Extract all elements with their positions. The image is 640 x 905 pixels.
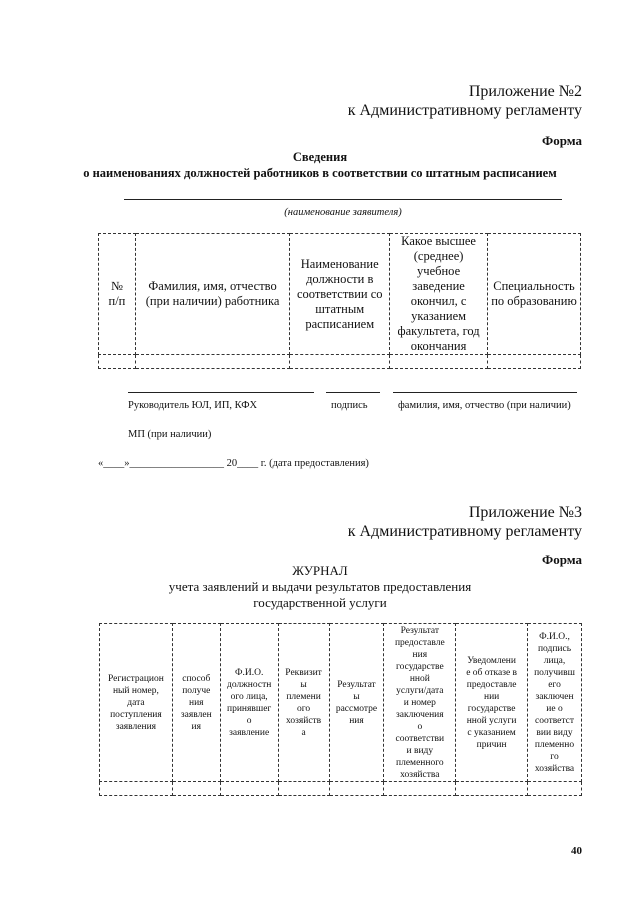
table-cell <box>99 355 136 369</box>
journal-col-registration-text: Регистрацион ный номер, дата поступления заявления <box>108 673 164 732</box>
journal-col-refusal-text: Уведомлени е об отказе в предоставле нии государстве нной услуги с указанием причин <box>466 655 518 750</box>
journal-col-registration <box>100 624 173 782</box>
staff-col-fullname-text: Фамилия, имя, отчество (при наличии) работника <box>145 279 280 308</box>
staff-table-header-row <box>99 234 581 355</box>
sign-line <box>326 392 380 393</box>
staff-col-position <box>290 234 390 355</box>
journal-col-results-text: Результат ы рассмотре ния <box>335 679 378 726</box>
sign-label: подпись <box>331 400 368 411</box>
fullname-label: фамилия, имя, отчество (при наличии) <box>398 400 571 411</box>
journal-col-refusal <box>456 624 528 782</box>
annex-2-subtitle: к Административному регламенту <box>347 102 582 119</box>
form-2-title-line1: ЖУРНАЛ <box>292 563 348 578</box>
table-cell <box>220 782 278 796</box>
journal-table <box>99 623 582 796</box>
table-cell <box>528 782 582 796</box>
journal-table-header-row <box>100 624 582 782</box>
table-cell <box>390 355 488 369</box>
staff-col-fullname <box>135 234 289 355</box>
journal-col-details-text: Реквизит ы племени ого хозяйств а <box>285 667 322 738</box>
journal-col-recipient-text: Ф.И.О., подпись лица, получивш его заключен ие о соответст вии виду племенно го хозяйства <box>534 631 575 774</box>
applicant-name-line <box>124 199 562 200</box>
staff-col-position-text: Наименование должности в соответствии со штатным расписанием <box>296 256 383 331</box>
journal-col-recipient <box>528 624 582 782</box>
applicant-name-note: (наименование заявителя) <box>284 207 402 218</box>
form-2-title <box>0 563 640 611</box>
fullname-line <box>393 392 577 393</box>
form-2-title-line3: государственной услуги <box>253 595 387 610</box>
staff-col-specialty <box>487 234 580 355</box>
journal-col-service-result <box>384 624 456 782</box>
table-cell <box>290 355 390 369</box>
staff-col-education-text: Какое высшее (среднее) учебное заведение окончил, с указанием факультета, год окончания <box>397 234 480 353</box>
staff-col-education <box>390 234 488 355</box>
page-number: 40 <box>571 845 582 857</box>
head-label: Руководитель ЮЛ, ИП, КФХ <box>128 400 258 411</box>
journal-col-service-result-text: Результат предоставле ния государстве нной услуги/дата и номер заключения о соответстви и виду племенного хозяйства <box>394 625 445 780</box>
annex-3-subtitle: к Административному регламенту <box>347 523 582 540</box>
annex-3-title: Приложение №3 <box>468 504 582 521</box>
journal-table-empty-row <box>100 782 582 796</box>
staff-col-number <box>99 234 136 355</box>
journal-col-method <box>172 624 220 782</box>
stamp-label: МП (при наличии) <box>128 429 212 440</box>
form-2-label: Форма <box>542 552 582 567</box>
form-1-title-line1: Сведения <box>292 150 348 164</box>
journal-col-method-text: способ получе ния заявлен ия <box>180 673 212 732</box>
table-cell <box>384 782 456 796</box>
staff-col-specialty-text: Специальность по образованию <box>491 279 577 308</box>
head-signature-line <box>128 392 314 393</box>
table-cell <box>278 782 329 796</box>
form-2-title-line2: учета заявлений и выдачи результатов предоставления <box>168 579 472 594</box>
annex-3-header <box>348 503 582 541</box>
journal-col-official-text: Ф.И.О. должностн ого лица, принявшег о заявление <box>227 667 272 738</box>
form-1-label: Форма <box>542 133 582 148</box>
staff-table-empty-row <box>99 355 581 369</box>
journal-col-details <box>278 624 329 782</box>
form-1-title-line2: о наименованиях должностей работников в соответствии со штатным расписанием <box>83 166 557 180</box>
staff-col-number-text: № п/п <box>108 279 126 308</box>
table-cell <box>329 782 384 796</box>
journal-col-results <box>329 624 384 782</box>
staff-positions-table <box>98 233 581 369</box>
annex-2-title: Приложение №2 <box>468 83 582 100</box>
table-cell <box>100 782 173 796</box>
table-cell <box>172 782 220 796</box>
table-cell <box>135 355 289 369</box>
journal-col-official <box>220 624 278 782</box>
form-1-title <box>0 149 640 181</box>
annex-2-header <box>348 82 582 120</box>
date-line: «____»__________________ 20____ г. (дата предоставления) <box>98 458 369 469</box>
table-cell <box>456 782 528 796</box>
table-cell <box>487 355 580 369</box>
